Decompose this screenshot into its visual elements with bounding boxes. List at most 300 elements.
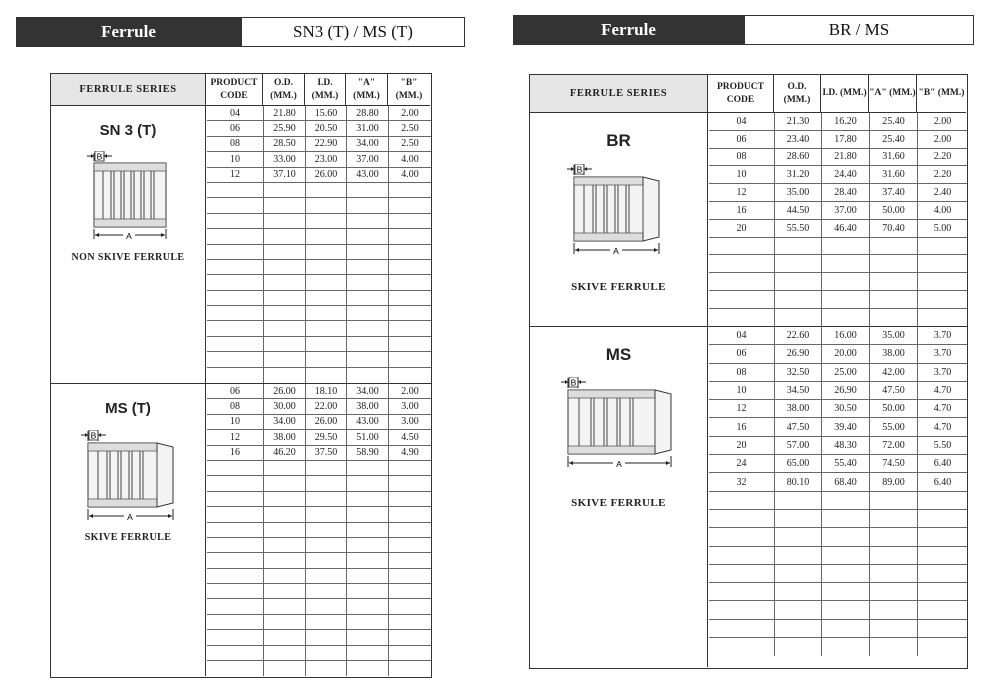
cell-a: 51.00: [347, 430, 389, 444]
empty-table-row: [709, 309, 967, 327]
cell-product-code: [207, 492, 264, 506]
cell-b: 3.00: [401, 401, 419, 413]
empty-table-row: [207, 291, 431, 306]
series-label: NON SKIVE FERRULE: [71, 252, 185, 263]
cell-product-code: 12: [709, 184, 775, 201]
cell-product-code: 10: [709, 382, 775, 399]
cell-product-code: 24: [709, 455, 775, 472]
dim-a-letter: A: [613, 246, 619, 256]
cell-id: [306, 599, 347, 613]
left-header: [16, 17, 465, 47]
cell-b: [918, 565, 967, 582]
cell-product-code: 32: [709, 473, 775, 490]
cell-b: 4.90: [401, 447, 419, 459]
cell-a: 43.00: [347, 168, 389, 182]
cell-b: [389, 321, 431, 335]
cell-b: [389, 352, 431, 366]
cell-id: [822, 309, 870, 327]
cell-product-code: [207, 352, 264, 366]
cell-product-code: 20: [709, 220, 775, 237]
cell-product-code: [207, 661, 264, 676]
cell-product-code: [207, 229, 264, 243]
cell-id: [306, 368, 347, 383]
cell-b: 3.00: [401, 416, 419, 428]
col-a: "A" (MM.): [869, 75, 917, 113]
cell-od: 35.00: [775, 184, 822, 201]
cell-a: [870, 547, 918, 564]
cell-b: 6.40: [933, 476, 952, 488]
cell-id: [822, 273, 870, 290]
cell-id: [306, 321, 347, 335]
cell-od: [775, 638, 822, 656]
cell-b: [389, 584, 431, 598]
cell-product-code: [709, 492, 775, 509]
cell-id: 55.40: [822, 455, 870, 472]
cell-product-code: [709, 565, 775, 582]
cell-a: [870, 583, 918, 600]
cell-b: [389, 183, 431, 197]
cell-id: [306, 553, 347, 567]
col-a: "A" (MM.): [346, 74, 388, 106]
cell-product-code: 16: [709, 202, 775, 219]
cell-product-code: 20: [709, 437, 775, 454]
cell-id: [822, 601, 870, 618]
cell-id: [822, 255, 870, 272]
table-row: [709, 327, 967, 345]
cell-a: 70.40: [870, 220, 918, 237]
table-row: [709, 382, 967, 400]
cell-od: [264, 229, 306, 243]
cell-id: 18.10: [306, 384, 347, 398]
cell-id: 21.80: [822, 149, 870, 166]
cell-id: 20.50: [306, 121, 347, 135]
cell-id: [306, 461, 347, 475]
cell-product-code: 16: [709, 418, 775, 435]
cell-a: [347, 476, 389, 490]
cell-od: [264, 260, 306, 274]
cell-od: [264, 245, 306, 259]
ferrule-diagram-skive: [563, 164, 663, 256]
cell-od: [775, 620, 822, 637]
cell-product-code: [207, 368, 264, 383]
col-ferrule-series: FERRULE SERIES: [530, 75, 708, 113]
cell-id: 22.00: [306, 399, 347, 413]
series-cell: [530, 327, 708, 667]
cell-id: [822, 492, 870, 509]
empty-table-row: [709, 510, 967, 528]
cell-b: [918, 238, 967, 255]
cell-product-code: [207, 630, 264, 644]
cell-od: [264, 615, 306, 629]
cell-a: 58.90: [347, 446, 389, 460]
cell-product-code: [207, 523, 264, 537]
cell-product-code: [207, 584, 264, 598]
cell-od: [264, 523, 306, 537]
cell-product-code: [207, 476, 264, 490]
empty-table-row: [709, 238, 967, 256]
empty-table-row: [207, 337, 431, 352]
table-row: [207, 399, 431, 414]
cell-a: [347, 553, 389, 567]
cell-b: [389, 492, 431, 506]
dim-a-letter: A: [616, 459, 622, 469]
cell-od: 26.00: [264, 384, 306, 398]
cell-a: 38.00: [870, 345, 918, 362]
cell-a: [870, 492, 918, 509]
cell-od: [775, 238, 822, 255]
cell-a: [347, 523, 389, 537]
cell-b: [389, 476, 431, 490]
cell-od: [264, 553, 306, 567]
cell-a: [347, 245, 389, 259]
cell-a: 28.80: [347, 106, 389, 120]
empty-table-row: [207, 599, 431, 614]
cell-b: [389, 507, 431, 521]
cell-id: [306, 569, 347, 583]
cell-a: [870, 620, 918, 637]
empty-table-row: [207, 245, 431, 260]
cell-od: [264, 214, 306, 228]
cell-id: [822, 547, 870, 564]
cell-b: [389, 260, 431, 274]
cell-od: 38.00: [264, 430, 306, 444]
cell-id: 23.00: [306, 152, 347, 166]
cell-id: [822, 565, 870, 582]
cell-a: 50.00: [870, 400, 918, 417]
right-spec-table: [529, 74, 968, 669]
cell-id: 37.00: [822, 202, 870, 219]
cell-a: [347, 291, 389, 305]
cell-b: [389, 599, 431, 613]
cell-a: [870, 238, 918, 255]
cell-od: 21.80: [264, 106, 306, 120]
cell-id: [306, 214, 347, 228]
cell-b: [389, 337, 431, 351]
empty-table-row: [207, 523, 431, 538]
cell-a: 34.00: [347, 384, 389, 398]
empty-table-row: [709, 620, 967, 638]
cell-b: 5.50: [933, 439, 952, 451]
cell-id: 26.00: [306, 415, 347, 429]
cell-id: [306, 337, 347, 351]
cell-b: 3.70: [933, 366, 952, 378]
cell-id: [822, 291, 870, 308]
cell-a: 74.50: [870, 455, 918, 472]
cell-product-code: [709, 583, 775, 600]
ferrule-diagram-non-skive: [81, 151, 173, 241]
cell-b: [389, 553, 431, 567]
cell-a: 31.00: [347, 121, 389, 135]
table-row: [709, 149, 967, 167]
cell-od: 37.10: [264, 168, 306, 182]
cell-product-code: [207, 461, 264, 475]
empty-table-row: [207, 538, 431, 553]
cell-product-code: 16: [207, 446, 264, 460]
dim-a-letter: A: [127, 512, 133, 522]
cell-od: [264, 584, 306, 598]
cell-id: 37.50: [306, 446, 347, 460]
cell-a: 72.00: [870, 437, 918, 454]
cell-b: [918, 583, 967, 600]
cell-od: 28.60: [775, 149, 822, 166]
cell-b: [389, 538, 431, 552]
col-id: I.D. (MM.): [821, 75, 869, 113]
cell-id: [306, 306, 347, 320]
cell-od: 30.00: [264, 399, 306, 413]
cell-product-code: [207, 569, 264, 583]
empty-table-row: [207, 461, 431, 476]
cell-b: [389, 275, 431, 289]
data-rows: [709, 113, 967, 327]
cell-od: 32.50: [775, 364, 822, 381]
cell-b: 4.70: [933, 421, 952, 433]
table-header-row: [530, 75, 967, 113]
cell-b: 2.00: [401, 107, 419, 119]
cell-product-code: 12: [207, 430, 264, 444]
cell-od: 34.00: [264, 415, 306, 429]
group-ms: [530, 327, 967, 667]
cell-b: [918, 510, 967, 527]
cell-a: 43.00: [347, 415, 389, 429]
cell-product-code: [207, 260, 264, 274]
cell-a: 37.40: [870, 184, 918, 201]
cell-a: [347, 352, 389, 366]
cell-id: [306, 245, 347, 259]
cell-b: [918, 273, 967, 290]
cell-product-code: [207, 245, 264, 259]
cell-od: [264, 646, 306, 660]
table-row: [207, 106, 431, 121]
empty-table-row: [207, 198, 431, 213]
cell-a: [347, 368, 389, 383]
cell-od: [264, 337, 306, 351]
cell-id: [306, 229, 347, 243]
right-header-title: Ferrule: [513, 15, 744, 45]
cell-a: [870, 510, 918, 527]
cell-id: [306, 492, 347, 506]
series-title: MS: [605, 345, 632, 364]
cell-a: [870, 291, 918, 308]
cell-id: 20.00: [822, 345, 870, 362]
cell-a: [870, 528, 918, 545]
cell-id: [822, 620, 870, 637]
cell-od: [264, 569, 306, 583]
cell-b: 4.00: [401, 153, 419, 165]
cell-id: 26.00: [306, 168, 347, 182]
dim-b-letter: B: [570, 377, 577, 388]
cell-product-code: [709, 620, 775, 637]
series-title: MS (T): [105, 400, 151, 417]
empty-table-row: [207, 661, 431, 676]
cell-od: [775, 273, 822, 290]
cell-od: 33.00: [264, 152, 306, 166]
cell-b: 4.50: [401, 431, 419, 443]
cell-id: [822, 583, 870, 600]
cell-id: 30.50: [822, 400, 870, 417]
cell-a: [870, 638, 918, 656]
empty-table-row: [207, 352, 431, 367]
empty-table-row: [709, 583, 967, 601]
empty-table-row: [709, 565, 967, 583]
table-row: [207, 430, 431, 445]
cell-b: [389, 229, 431, 243]
cell-b: 2.50: [401, 138, 419, 150]
cell-a: [347, 599, 389, 613]
ferrule-diagram-skive: [77, 430, 177, 522]
cell-od: 46.20: [264, 446, 306, 460]
series-title: BR: [606, 131, 631, 150]
table-row: [709, 364, 967, 382]
cell-id: [306, 291, 347, 305]
series-title: SN 3 (T): [99, 122, 157, 139]
empty-table-row: [207, 368, 431, 383]
left-spec-table: [50, 73, 432, 678]
cell-b: [389, 615, 431, 629]
cell-b: [918, 601, 967, 618]
empty-table-row: [709, 601, 967, 619]
cell-id: [822, 510, 870, 527]
cell-a: 31.60: [870, 166, 918, 183]
cell-b: [389, 523, 431, 537]
cell-product-code: 10: [207, 152, 264, 166]
cell-id: 46.40: [822, 220, 870, 237]
cell-a: 35.00: [870, 327, 918, 344]
empty-table-row: [709, 528, 967, 546]
cell-b: [918, 309, 967, 327]
cell-id: 24.40: [822, 166, 870, 183]
cell-id: 25.00: [822, 364, 870, 381]
cell-product-code: 04: [709, 113, 775, 130]
cell-product-code: 06: [207, 121, 264, 135]
cell-id: 16.00: [822, 327, 870, 344]
cell-id: 48.30: [822, 437, 870, 454]
col-product-code: PRODUCT CODE: [206, 74, 263, 106]
empty-table-row: [207, 214, 431, 229]
cell-id: [306, 584, 347, 598]
cell-product-code: [207, 306, 264, 320]
cell-a: [347, 538, 389, 552]
cell-b: [918, 638, 967, 656]
cell-id: 68.40: [822, 473, 870, 490]
cell-product-code: [709, 638, 775, 656]
cell-od: 80.10: [775, 473, 822, 490]
cell-a: 25.40: [870, 113, 918, 130]
empty-table-row: [709, 255, 967, 273]
empty-table-row: [709, 273, 967, 291]
group-sn3t: [51, 106, 431, 384]
cell-od: [264, 476, 306, 490]
cell-b: 2.20: [933, 169, 952, 181]
cell-id: [306, 538, 347, 552]
cell-product-code: [207, 538, 264, 552]
table-row: [207, 121, 431, 136]
cell-od: [775, 255, 822, 272]
cell-a: [347, 569, 389, 583]
cell-product-code: [709, 255, 775, 272]
cell-b: [918, 255, 967, 272]
empty-table-row: [207, 321, 431, 336]
table-row: [709, 473, 967, 491]
cell-product-code: 06: [709, 345, 775, 362]
empty-table-row: [709, 492, 967, 510]
cell-product-code: 10: [207, 415, 264, 429]
cell-a: [870, 601, 918, 618]
cell-a: [347, 661, 389, 676]
cell-b: [389, 630, 431, 644]
table-row: [207, 446, 431, 461]
cell-od: [775, 510, 822, 527]
cell-a: [347, 337, 389, 351]
cell-b: [389, 569, 431, 583]
data-rows: [709, 327, 967, 656]
empty-table-row: [207, 569, 431, 584]
cell-product-code: [709, 291, 775, 308]
empty-table-row: [207, 646, 431, 661]
cell-od: 21.30: [775, 113, 822, 130]
series-cell: [51, 384, 206, 676]
cell-product-code: [207, 291, 264, 305]
cell-a: 89.00: [870, 473, 918, 490]
cell-id: [306, 352, 347, 366]
empty-table-row: [207, 275, 431, 290]
cell-b: [389, 198, 431, 212]
cell-a: [347, 275, 389, 289]
table-row: [709, 418, 967, 436]
empty-table-row: [207, 584, 431, 599]
cell-od: 28.50: [264, 137, 306, 151]
cell-b: 2.20: [933, 151, 952, 163]
cell-od: [264, 538, 306, 552]
cell-id: 28.40: [822, 184, 870, 201]
cell-product-code: [709, 309, 775, 327]
empty-table-row: [207, 476, 431, 491]
cell-product-code: 12: [207, 168, 264, 182]
table-row: [709, 184, 967, 202]
cell-product-code: [207, 615, 264, 629]
cell-product-code: [207, 198, 264, 212]
cell-b: [389, 291, 431, 305]
cell-a: [347, 229, 389, 243]
cell-product-code: 10: [709, 166, 775, 183]
cell-product-code: [207, 183, 264, 197]
cell-od: [264, 352, 306, 366]
cell-id: [822, 528, 870, 545]
table-row: [709, 455, 967, 473]
cell-od: [264, 461, 306, 475]
table-row: [207, 152, 431, 167]
cell-a: [870, 273, 918, 290]
cell-b: 3.70: [933, 330, 952, 342]
cell-od: 44.50: [775, 202, 822, 219]
cell-b: [918, 291, 967, 308]
dim-b-letter: B: [90, 430, 97, 441]
series-label: SKIVE FERRULE: [571, 281, 666, 293]
col-ferrule-series: FERRULE SERIES: [51, 74, 206, 106]
empty-table-row: [207, 229, 431, 244]
cell-product-code: 04: [709, 327, 775, 344]
cell-id: 16.20: [822, 113, 870, 130]
col-od: O.D. (MM.): [774, 75, 821, 113]
cell-id: [306, 661, 347, 676]
right-header: [513, 15, 974, 45]
cell-product-code: [709, 547, 775, 564]
cell-a: 42.00: [870, 364, 918, 381]
cell-product-code: 12: [709, 400, 775, 417]
cell-od: [775, 583, 822, 600]
cell-id: 26.90: [822, 382, 870, 399]
cell-b: [918, 620, 967, 637]
cell-id: [822, 238, 870, 255]
